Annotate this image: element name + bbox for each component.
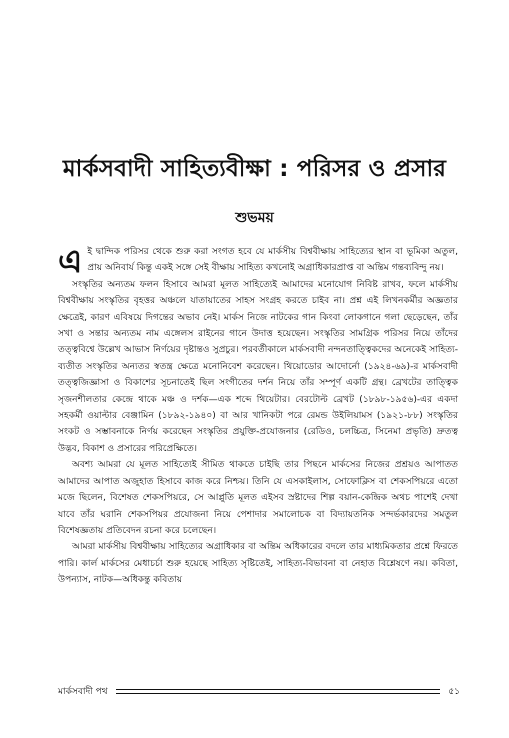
article-author: শুভময় — [235, 210, 274, 226]
paragraph-4: আমরা মার্কসীয় বিশ্ববীক্ষায় সাহিত্যের অগ্রাধিকার বা অন্তিম অধিকারের বদলে তার মাধ্যমিকতার প্রশ্নে ফিরতে পারি। কার্ল মার্কসের মেধাচর্চা শুরু হয়েছে সাহিত্য সৃষ্টিতেই, সাহিত্য-বিভাবনা বা নেহাত বিশ্লেষণে নয়। কবিতা, উপন্যাস, নাটক—অধিকন্তু কবিতায় — [58, 542, 458, 586]
paragraph-2: সংস্কৃতির অন্যতম ফলন হিসাবে আমরা মূলত সাহিত্যেই আমাদের মনোযোগ নিবিষ্ট রাখব, ফলে মার্কসীয় বিশ্ববীক্ষায় সংস্কৃতির বৃহত্তর অঞ্চলে যাতায়াতের সাহস সংগ্রহ করতে চাইব না। প্রশ্ন এই লিখনকর্মীর অজ্ঞতার ক্ষেত্রেই, কারণ এবিষয়ে দিগন্তের অভাব নেই। মার্কস নিজে নাটকের গান কিংবা লোকগানে গলা ছেড়েছেন, তাঁর সখা ও সন্তার অন্যতম নাম এঙ্গেলস রাইনের গানে উদাত্ত হয়েছেন। সংস্কৃতির সামগ্রিক পরিসর নিয়ে তাঁদের তত্ত্ববিশ্বে উল্লেখ আভাস নির্ণয়ের দৃষ্টান্তও সুপ্রচুর। পরবর্তীকালে মার্কসবাদী নন্দনতাত্ত্বিকদের অনেকেই সাহিত্য-ব্যতীত সংস্কৃতির অন্যতর স্বতন্ত্র ক্ষেত্রে মনোনিবেশ করেছেন। থিয়োডোর আদোর্নো (১৯২৪-৬৯)-র মার্কসবাদী তত্ত্বজিজ্ঞাসা ও বিকাশের সূচনাতেই ছিল সংগীতের দর্শন নিয়ে তাঁর সম্পূর্ণ একটি গ্রন্থ। ব্রেখটের তাত্ত্বিক সৃজনশীলতার কেন্দ্রে থাকে মঞ্চ ও দর্শক—এক শব্দে থিয়েটার। বেরটোল্ট ব্রেখট (১৮৯৮-১৯৫৬)-এর একদা সহকর্মী ওয়াল্টার বেঞ্জামিন (১৮৯২-১৯৪০) বা আর খানিকটা পরে রেমন্ড উইলিয়ামস (১৯২১-৮৮) সংস্কৃতির সংকট ও সম্ভাবনাকে নির্ণয় করেছেন সংস্কৃতির প্রযুক্তি-প্রযোজনার (রেডিও, চলচ্চিত্র, সিনেমা প্রভৃতি) দ্রুতত্ব উদ্ভব, বিকাশ ও প্রসারের পরিপ্রেক্ষিতে। — [58, 279, 458, 454]
page-footer — [58, 684, 460, 698]
paragraph-1 — [58, 242, 458, 280]
footer-rule — [116, 689, 441, 694]
drop-cap: এ — [58, 242, 83, 280]
article-title: মার্কসবাদী সাহিত্যবীক্ষা : পরিসর ও প্রসার — [62, 156, 447, 182]
article-body — [58, 244, 458, 589]
page-number: ৫১ — [448, 686, 460, 697]
paragraph-3: অবশ্য আমরা যে মূলত সাহিত্যেই সীমিত থাকতে চাইছি তার পিছনে মার্কসের নিজের প্রশ্রয়ও আপাতত আমাদের আপাত অজুহাত হিসাবে কাজ করে নিশ্চয়। তিনি যে এসকাইলাস, সোফোক্লিস বা শেকসপিয়রে এতো মজে ছিলেন, বিশেষত শেকসপিয়রে, সে আপ্লুতি মূলত এইসব স্রষ্টাদের শিল্প বয়ান-কেন্দ্রিক অথচ পাশেই দেখা যাবে তাঁর ঘরানি শেকসপিয়র প্রযোজনা নিয়ে পেশাদার সমালোচক বা বিদ্যায়তনিক সন্দর্ভকারদের সমতুল বিশেষজ্ঞতায় প্রতিবেদন রচনা করে চলেছেন। — [58, 460, 458, 536]
paragraph-1-text: ই দ্বান্দিক পরিসর থেকে শুরু করা সংগত হবে যে মার্কসীয় বিশ্ববীক্ষায় সাহিত্যের স্থান বা ভূমিকা অতুল, প্রায় অনিবার্য কিন্তু একই সঙ্গে সেই বীক্ষায় সাহিত্য কখনোই অগ্রাধিকারপ্রাপ্ত বা অন্তিম গন্তব্যবিন্দু নয়। — [87, 247, 458, 274]
running-title: মার্কসবাদী পথ — [58, 686, 108, 697]
